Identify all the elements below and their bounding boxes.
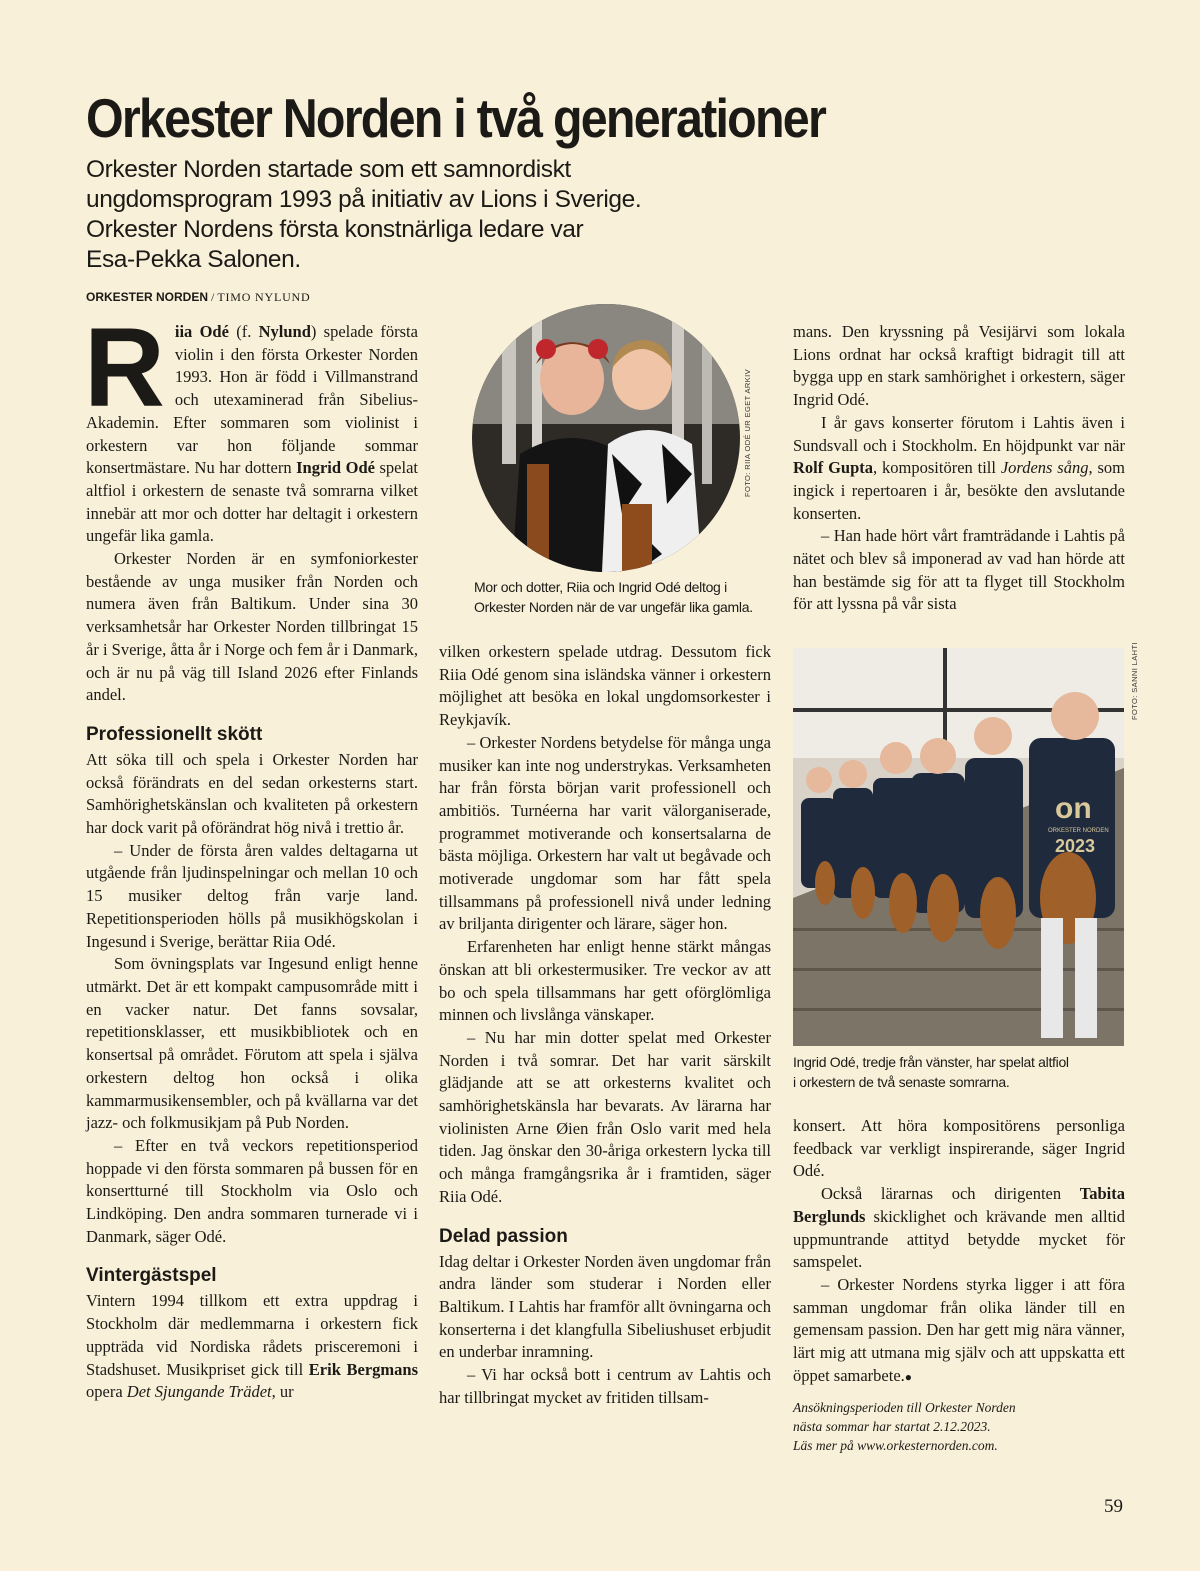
subheading-vintergastspel: Vintergästspel [86, 1265, 217, 1287]
text-run: opera [86, 1382, 127, 1402]
paragraph: vilken orkestern spelade utdrag. Dessutom fick Riia Odé genom sina isländska vänner i orkestern möjlighet att besöka en lokal ungdomsorkester i Reykjavík. [439, 642, 771, 730]
lead-line: ungdomsprogram 1993 på initiativ av Lions i Sverige. [86, 186, 642, 213]
byline-author: TIMO NYLUND [217, 290, 311, 304]
lead-line: Orkester Norden startade som ett samnordiskt [86, 156, 571, 183]
photo-illustration [793, 648, 1124, 1046]
text-run: spelat altfiol i orkestern de senaste två somrarna vilket innebär att mor och dotter har deltagit i orkestern ungefär lika gamla. [86, 458, 418, 546]
caption-line: Ingrid Odé, tredje från vänster, har spelat altfiol [793, 1054, 1069, 1070]
paragraph: Idag deltar i Orkester Norden även ungdomar från andra länder som studerar i Norden eller Baltikum. I Lahtis har framför allt övningarna och konserterna i det klangfulla Sibeliushuset erbjudit en underbar inramning. [439, 1251, 771, 1362]
text-run: I år gavs konserter förutom i Lahtis även i Sundsvall och i Stockholm. En höjdpunkt var när [793, 412, 1125, 455]
note-line: nästa sommar har startat 2.12.2023. [793, 1419, 991, 1434]
page-number: 59 [1104, 1496, 1123, 1517]
paragraph: konsert. Att höra kompositörens personliga feedback var verkligt inspirerande, säger Ingrid Odé. [793, 1116, 1125, 1181]
paragraph [793, 1274, 1125, 1389]
bold-name: Ingrid Odé [296, 458, 375, 478]
photo-group-stairs [793, 648, 1124, 1046]
photo-credit: FOTO: SANNI LAHTI [1130, 642, 1139, 720]
bold-name: Nylund [258, 322, 311, 341]
caption-line: Orkester Norden när de var ungefär lika gamla. [474, 599, 753, 615]
subheading-professionellt: Professionellt skött [86, 723, 263, 745]
end-mark: ● [904, 1369, 913, 1384]
shirt-logo-subtext: ORKESTER NORDEN [1048, 828, 1109, 834]
italic-title: Det Sjungande Trädet [126, 1382, 272, 1402]
article-title: Orkester Norden i två generationer [86, 87, 826, 149]
paragraph [86, 1290, 418, 1404]
photo-caption [793, 1052, 1069, 1092]
bold-name: Tabita Berglunds [793, 1184, 1125, 1226]
paragraph: – Han hade hört vårt framträdande i Lahtis på nätet och blev så imponerad av vad han hörde att han bestämde sig för att ta flyget till Stockholm för att lyssna på vår sista [793, 526, 1125, 614]
note-line: Läs mer på www.orkesternorden.com. [793, 1438, 998, 1453]
byline-separator: / [208, 290, 218, 304]
bold-name: iia Odé [174, 322, 229, 341]
photo-mother-daughter [472, 304, 740, 572]
text-run: ) spelade första violin i den första Orkester Norden 1993. Hon är född i Villmanstrand och utexaminerad från Sibelius-Akademin. Efter sommaren som violinist i orkestern var hon följande sommar konsertmästare. Nu har dottern [86, 322, 418, 478]
caption-line: i orkestern de två senaste somrarna. [793, 1074, 1010, 1090]
paragraph: Som övningsplats var Ingesund enligt henne utmärkt. Det är ett kompakt campusområde mitt i en vacker natur. Det fanns sovsalar, repetitionsklasser, ett musikbibliotek och en konsertsal på området. Förutom att spela i själva orkestern deltog hon också i olika kammarmusikensembler, och på kvällarna var det jazz- och folkmusikjam på Pub Norden. [86, 954, 418, 1133]
paragraph: Orkester Norden är en symfoniorkester bestående av unga musiker från Norden och numera även från Baltikum. Under sina 30 verksamhetsår har Orkester Norden tillbringat 15 år i Sverige, åtta år i Norge och fem år i Danmark, och är nu på väg till Island 2026 efter Finlands andel. [86, 549, 418, 705]
paragraph [793, 1183, 1125, 1274]
paragraph: – Efter en två veckors repetitionsperiod hoppade vi den första sommaren på bussen för en konsertturné till Stockholm via Oslo och Lindköping. Den andra sommaren turnerade vi i Danmark, säger Odé. [86, 1135, 418, 1246]
photo-illustration [472, 304, 740, 572]
paragraph: Erfarenheten har enligt henne stärkt mångas önskan att bli orkestermusiker. Tre veckor av att bo och spela tillsammans har gett oförglömliga minnen och livslånga vänskaper. [439, 937, 771, 1025]
paragraph: mans. Den kryssning på Vesijärvi som lokala Lions ordnat har också kraftigt bidragit till att bygga upp en stark samhörighet i orkestern, säger Ingrid Odé. [793, 322, 1125, 410]
paragraph: – Vi har också bott i centrum av Lahtis och har tillbringat mycket av fritiden tillsam- [439, 1365, 771, 1407]
paragraph: – Nu har min dotter spelat med Orkester Norden i två somrar. Det har varit särskilt glädjande att se att orkesterns kvalitet och samhörighetskänsla har bevarats. Av lärarna har violinisten Arne Øien från Oslo varit med hela tiden. Jag önskar den 30-åriga orkestern lycka till och många framgångsrika år i framtiden, säger Riia Odé. [439, 1027, 771, 1206]
shirt-logo-year: 2023 [1055, 836, 1096, 856]
paragraph: – Orkester Nordens betydelse för många unga musiker kan inte nog understrykas. Verksamheten har från första början varit professionell och ambitiös. Turnéerna har varit välorganiserade, programmet motiverande och konsertsalarna de bästa möjliga. Orkestern har valt ut begåvade och motiverade ungdomar som har fått spela tillsammans på professionell nivå under ledning av briljanta dirigenter och lärare, säger hon. [439, 732, 771, 934]
drop-cap: R [84, 305, 165, 430]
paragraph: Att söka till och spela i Orkester Norden har också förändrats en del sedan orkesterns start. Samhörighetskänslan och kvaliteten på orkestern har dock varit på oförändrat hög nivå i trettio år. [86, 749, 418, 838]
text-run: , kompositören till [873, 458, 1001, 478]
column-3-top [793, 321, 1125, 616]
info-note [793, 1398, 1016, 1455]
article-lead [86, 155, 686, 275]
column-3-bottom [793, 1115, 1125, 1388]
column-1 [84, 305, 418, 1404]
subheading-delad-passion: Delad passion [439, 1225, 568, 1247]
text-run: Också lärarnas och dirigenten [821, 1184, 1080, 1204]
text-run: Vintern 1994 tillkom ett extra uppdrag i Stockholm där medlemmarna i orkestern fick uppträda vid Nordiska rådets prisceremoni i Stadshuset. Musikpriset gick till [86, 1291, 418, 1379]
italic-title: Jordens sång [1000, 458, 1089, 478]
paragraph: – Under de första åren valdes deltagarna ut utgående från ljudinspelningar och mellan 10 och 15 musiker deltog från varje land. Repetitionsperioden hölls på musikhögskolan i Ingesund i Sverige, berättar Riia Odé. [86, 840, 418, 951]
photo-caption [474, 577, 753, 617]
byline [86, 290, 310, 305]
byline-org: ORKESTER NORDEN [86, 290, 209, 304]
text-run: – Orkester Nordens styrka ligger i att föra samman ungdomar från olika länder till en gemensam passion. Den har gett mig nära vänner, lärt mig att utmana mig själv och att uppskatta ett öppet samarbete. [793, 1274, 1125, 1385]
paragraph [793, 412, 1125, 526]
caption-line: Mor och dotter, Riia och Ingrid Odé deltog i [474, 579, 727, 595]
shirt-logo-text: on [1055, 792, 1092, 825]
lead-line: Orkester Nordens första konstnärliga ledare var [86, 216, 584, 243]
text-run: , som ingick i repertoaren i år, besökte den avslutande konserten. [793, 458, 1125, 523]
bold-name: Rolf Gupta [793, 458, 874, 478]
lead-line: Esa-Pekka Salonen. [86, 246, 301, 273]
photo-credit: FOTO: RIIA ODÉ UR EGET ARKIV [743, 368, 752, 497]
note-line: Ansökningsperioden till Orkester Norden [793, 1400, 1016, 1415]
text-run: (f. [228, 322, 259, 341]
text-run: skicklighet och krävande men alltid uppmuntrande attityd betydde mycket för samspelet. [793, 1206, 1125, 1272]
text-run: , ur [271, 1382, 294, 1402]
column-2 [439, 641, 771, 1410]
bold-name: Erik Bergmans [308, 1359, 418, 1379]
